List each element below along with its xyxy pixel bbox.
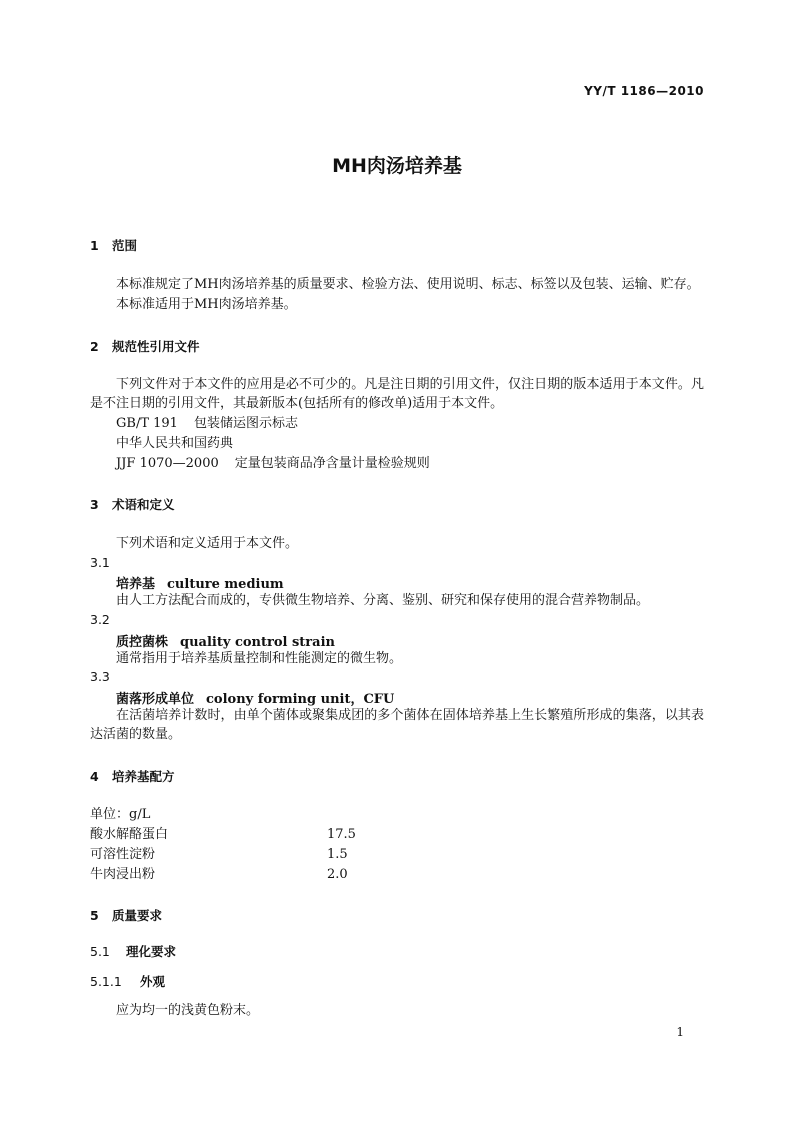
section-title: 培养基配方: [112, 769, 175, 784]
reference-code: GB/T 191: [116, 416, 178, 431]
ingredient-value: 17.5: [327, 827, 356, 842]
term-heading: [116, 631, 335, 650]
formula-unit: 单位：g/L: [90, 807, 151, 822]
section-number: 5: [90, 908, 99, 923]
subsection-title: 外观: [140, 974, 166, 989]
subsection-title: 理化要求: [126, 944, 177, 959]
section-title: 规范性引用文件: [112, 339, 200, 354]
term-number: 3.3: [90, 669, 110, 684]
page-number: 1: [676, 1025, 684, 1039]
references-intro: 下列文件对于本文件的应用是必不可少的。凡是注日期的引用文件，仅注日期的版本适用于本文件。凡是不注日期的引用文件，其最新版本(包括所有的修改单)适用于本文件。: [90, 377, 704, 411]
formula-row: [90, 865, 390, 885]
section-1-heading: [90, 236, 137, 254]
ingredient-value: 2.0: [327, 867, 348, 882]
term-zh: 培养基: [116, 577, 156, 592]
section-number: 3: [90, 497, 99, 512]
section-number: 1: [90, 238, 99, 253]
term-definition: 通常指用于培养基质量控制和性能测定的微生物。: [116, 651, 403, 666]
ingredient-value: 1.5: [327, 847, 348, 862]
subsection-5-1-heading: [90, 942, 176, 960]
reference-item: [116, 454, 430, 474]
appearance-text: 应为均一的浅黄色粉末。: [116, 1003, 260, 1018]
section-title: 质量要求: [112, 908, 163, 923]
section-number: 2: [90, 339, 99, 354]
term-en: colony forming unit，CFU: [206, 692, 395, 707]
standard-code: YY/T 1186—2010: [584, 84, 704, 98]
term-zh: 菌落形成单位: [116, 692, 195, 707]
subsection-number: 5.1: [90, 944, 110, 959]
term-definition: 在活菌培养计数时，由单个菌体或聚集成团的多个菌体在固体培养基上生长繁殖所形成的集落，以其表达活菌的数量。: [90, 708, 704, 742]
formula-row: [90, 825, 390, 845]
ingredient-name: 牛肉浸出粉: [90, 867, 156, 882]
section-number: 4: [90, 769, 99, 784]
term-zh: 质控菌株: [116, 635, 169, 650]
term-heading: [116, 688, 394, 707]
reference-name: 中华人民共和国药典: [116, 436, 234, 451]
document-title: MH肉汤培养基: [332, 155, 462, 177]
section-title: 范围: [112, 238, 138, 253]
reference-name: 包装储运图示标志: [193, 416, 298, 431]
term-definition: 由人工方法配合而成的，专供微生物培养、分离、鉴别、研究和保存使用的混合营养物制品。: [116, 593, 650, 608]
ingredient-name: 酸水解酪蛋白: [90, 827, 169, 842]
section-5-heading: [90, 906, 162, 924]
section-3-heading: [90, 495, 175, 513]
reference-item: [116, 414, 298, 434]
term-heading: [116, 573, 284, 592]
section-2-heading: [90, 337, 200, 355]
subsection-number: 5.1.1: [90, 974, 122, 989]
term-number: 3.2: [90, 612, 110, 627]
reference-item: [116, 434, 233, 454]
term-en: culture medium: [167, 577, 284, 592]
reference-name: 定量包装商品净含量计量检验规则: [234, 456, 430, 471]
section-title: 术语和定义: [112, 497, 175, 512]
terms-intro: 下列术语和定义适用于本文件。: [116, 536, 299, 551]
scope-paragraph-2: 本标准适用于MH肉汤培养基。: [116, 297, 297, 312]
scope-paragraph-1: 本标准规定了MH肉汤培养基的质量要求、检验方法、使用说明、标志、标签以及包装、运输、贮存。: [116, 277, 700, 292]
ingredient-name: 可溶性淀粉: [90, 847, 156, 862]
subsection-5-1-1-heading: [90, 972, 165, 990]
term-number: 3.1: [90, 555, 110, 570]
formula-row: [90, 845, 390, 865]
section-4-heading: [90, 767, 175, 785]
term-en: quality control strain: [180, 635, 335, 650]
reference-code: JJF 1070—2000: [116, 456, 219, 471]
